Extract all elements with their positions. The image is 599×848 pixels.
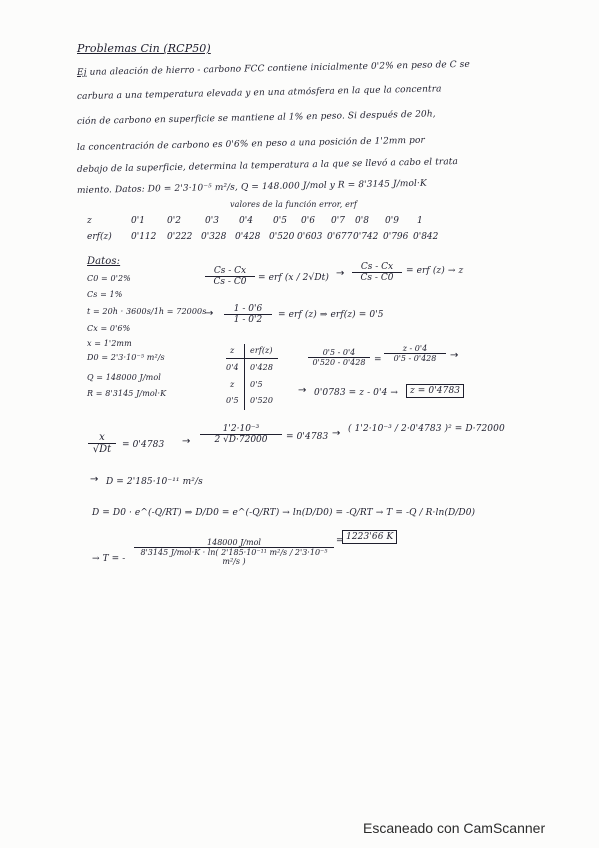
erf-table-erf-cell: 0'796	[383, 232, 409, 242]
mini-table-cell: 0'4	[226, 363, 239, 372]
datos-item: x = 1'2mm	[87, 339, 132, 348]
erf-table-erf-label: erf(z)	[87, 232, 112, 242]
statement-line-2: carbura a una temperatura elevada y en una atmósfera en la que la concentra	[76, 84, 442, 102]
arrow-icon: →	[182, 436, 191, 447]
eq3-value: = 0'4783	[122, 440, 165, 450]
eq5-chain: D = D0 · e^(-Q/RT) ⇒ D/D0 = e^(-Q/RT) → ln(D/D0) = -Q/RT → T = -Q / R·ln(D/D0)	[92, 508, 476, 518]
arrow-icon: →	[90, 474, 99, 485]
exercise-label: Ej	[76, 67, 87, 78]
arrow-icon: →	[336, 268, 345, 279]
camscanner-watermark: Escaneado con CamScanner	[363, 820, 546, 836]
erf-table-z-cell: 1	[417, 216, 423, 226]
mini-table-head-erf: erf(z)	[250, 346, 273, 355]
erf-table-z-cell: 0'6	[301, 216, 315, 226]
erf-table-erf-row	[87, 232, 547, 244]
eq1b-fraction	[352, 262, 402, 283]
mini-table-divider	[244, 344, 245, 410]
eq1b-den: Cs - C0	[360, 273, 394, 283]
erf-table-erf-cell: 0'520	[269, 232, 295, 242]
eq3b-den: 2 √D·72000	[214, 435, 268, 445]
eq3b-value: = 0'4783	[286, 432, 329, 442]
equals-sign: =	[374, 355, 382, 365]
mini-table-cell: z	[230, 380, 235, 389]
erf-table-z-cell: 0'7	[331, 216, 345, 226]
interp-den-2: 0'5 - 0'428	[393, 354, 437, 363]
datos-item: C0 = 0'2%	[87, 274, 131, 283]
datos-item: D0 = 2'3·10⁻⁵ m²/s	[87, 353, 165, 362]
interp-fraction-2	[384, 344, 446, 363]
mini-table-cell: 0'428	[250, 363, 274, 372]
datos-item: Cx = 0'6%	[87, 324, 131, 333]
eq2-fraction	[224, 304, 272, 325]
mini-table-rule	[226, 358, 278, 359]
eq2-rhs: = erf (z) ⇒ erf(z) = 0'5	[278, 310, 384, 320]
eq1-rhs: = erf (x / 2√Dt)	[258, 273, 329, 283]
statement-line-6: miento. Datos: D0 = 2'3·10⁻⁵ m²/s, Q = 148.000 J/mol y R = 8'3145 J/mol·K	[76, 178, 427, 196]
statement-line-4: la concentración de carbono es 0'6% en peso a una posición de 1'2mm por	[76, 135, 425, 153]
eq1b-rhs: = erf (z) → z	[406, 266, 464, 276]
z-result-box: z = 0'4783	[406, 384, 464, 398]
erf-table-z-cell: 0'4	[239, 216, 253, 226]
eq1-lhs-num: Cs - Cx	[205, 266, 255, 277]
datos-item: R = 8'3145 J/mol·K	[87, 389, 167, 398]
erf-table-erf-cell: 0'328	[201, 232, 227, 242]
erf-table-erf-cell: 0'112	[131, 232, 157, 242]
erf-table-z-label: z	[87, 216, 92, 226]
eq3b-num: 1'2·10⁻³	[200, 424, 282, 435]
temperature-result-box: 1223'66 K	[342, 530, 397, 544]
mini-table-head-z: z	[230, 346, 235, 355]
interp-num-2: z - 0'4	[384, 344, 446, 354]
interp-den-1: 0'520 - 0'428	[312, 358, 366, 367]
erf-table-erf-cell: 0'842	[413, 232, 439, 242]
interp-num-1: 0'5 - 0'4	[308, 348, 370, 358]
erf-table-z-cell: 0'8	[355, 216, 369, 226]
statement-line-5: debajo de la superficie, determina la temperatura a la que se llevó a cabo el trata	[76, 157, 459, 175]
arrow-icon: →	[205, 308, 214, 319]
eq4-diffusivity: D = 2'185·10⁻¹¹ m²/s	[106, 477, 203, 487]
eq6-equals: =	[336, 536, 344, 546]
datos-heading: Datos:	[87, 256, 121, 267]
statement-text-1: una aleación de hierro - carbono FCC contiene inicialmente 0'2% en peso de C se	[89, 59, 470, 78]
erf-table-erf-cell: 0'677	[327, 232, 353, 242]
arrow-icon: →	[450, 350, 459, 361]
eq1b-num: Cs - Cx	[352, 262, 402, 273]
eq3b-fraction	[200, 424, 282, 445]
eq3-den: √Dt	[92, 444, 112, 455]
statement-line-3: ción de carbono en superficie se mantiene al 1% en peso. Si después de 20h,	[76, 109, 436, 127]
datos-item: t = 20h · 3600s/1h = 72000s	[87, 307, 207, 316]
interp-result: 0'0783 = z - 0'4 →	[314, 388, 398, 398]
erf-table-z-cell: 0'9	[385, 216, 399, 226]
mini-table-cell: 0'5	[250, 380, 263, 389]
eq3-num: x	[88, 432, 116, 444]
eq1-lhs-den: Cs - C0	[213, 277, 247, 287]
erf-table-z-cell: 0'2	[167, 216, 181, 226]
eq2-num: 1 - 0'6	[224, 304, 272, 315]
erf-table-z-cell: 0'3	[205, 216, 219, 226]
eq1-lhs-fraction	[205, 266, 255, 287]
erf-table-erf-cell: 0'222	[167, 232, 193, 242]
eq6-lhs: → T = -	[92, 554, 126, 564]
eq6-num: 148000 J/mol	[134, 538, 334, 548]
erf-table-z-cell: 0'1	[131, 216, 145, 226]
erf-table-z-row	[87, 216, 547, 228]
mini-table-cell: 0'5	[226, 396, 239, 405]
eq2-den: 1 - 0'2	[233, 315, 263, 325]
erf-table-erf-cell: 0'428	[235, 232, 261, 242]
eq6-fraction	[134, 538, 334, 566]
eq3-fraction	[88, 432, 116, 455]
datos-item: Cs = 1%	[87, 290, 123, 299]
arrow-icon: →	[298, 385, 307, 396]
interp-fraction-1	[308, 348, 370, 367]
erf-table-erf-cell: 0'603	[297, 232, 323, 242]
page-title: Problemas Cin (RCP50)	[77, 42, 211, 55]
erf-table-z-cell: 0'5	[273, 216, 287, 226]
erf-table-title: valores de la función error, erf	[230, 200, 357, 209]
arrow-icon: →	[332, 428, 341, 439]
datos-item: Q = 148000 J/mol	[87, 373, 161, 382]
mini-table-cell: 0'520	[250, 396, 274, 405]
erf-table-erf-cell: 0'742	[353, 232, 379, 242]
eq6-den: 8'3145 J/mol·K · ln( 2'185·10⁻¹¹ m²/s / 2'3·10⁻⁵ m²/s )	[140, 548, 328, 566]
statement-line-1	[77, 60, 470, 78]
eq3c: ( 1'2·10⁻³ / 2·0'4783 )² = D·72000	[348, 424, 505, 434]
